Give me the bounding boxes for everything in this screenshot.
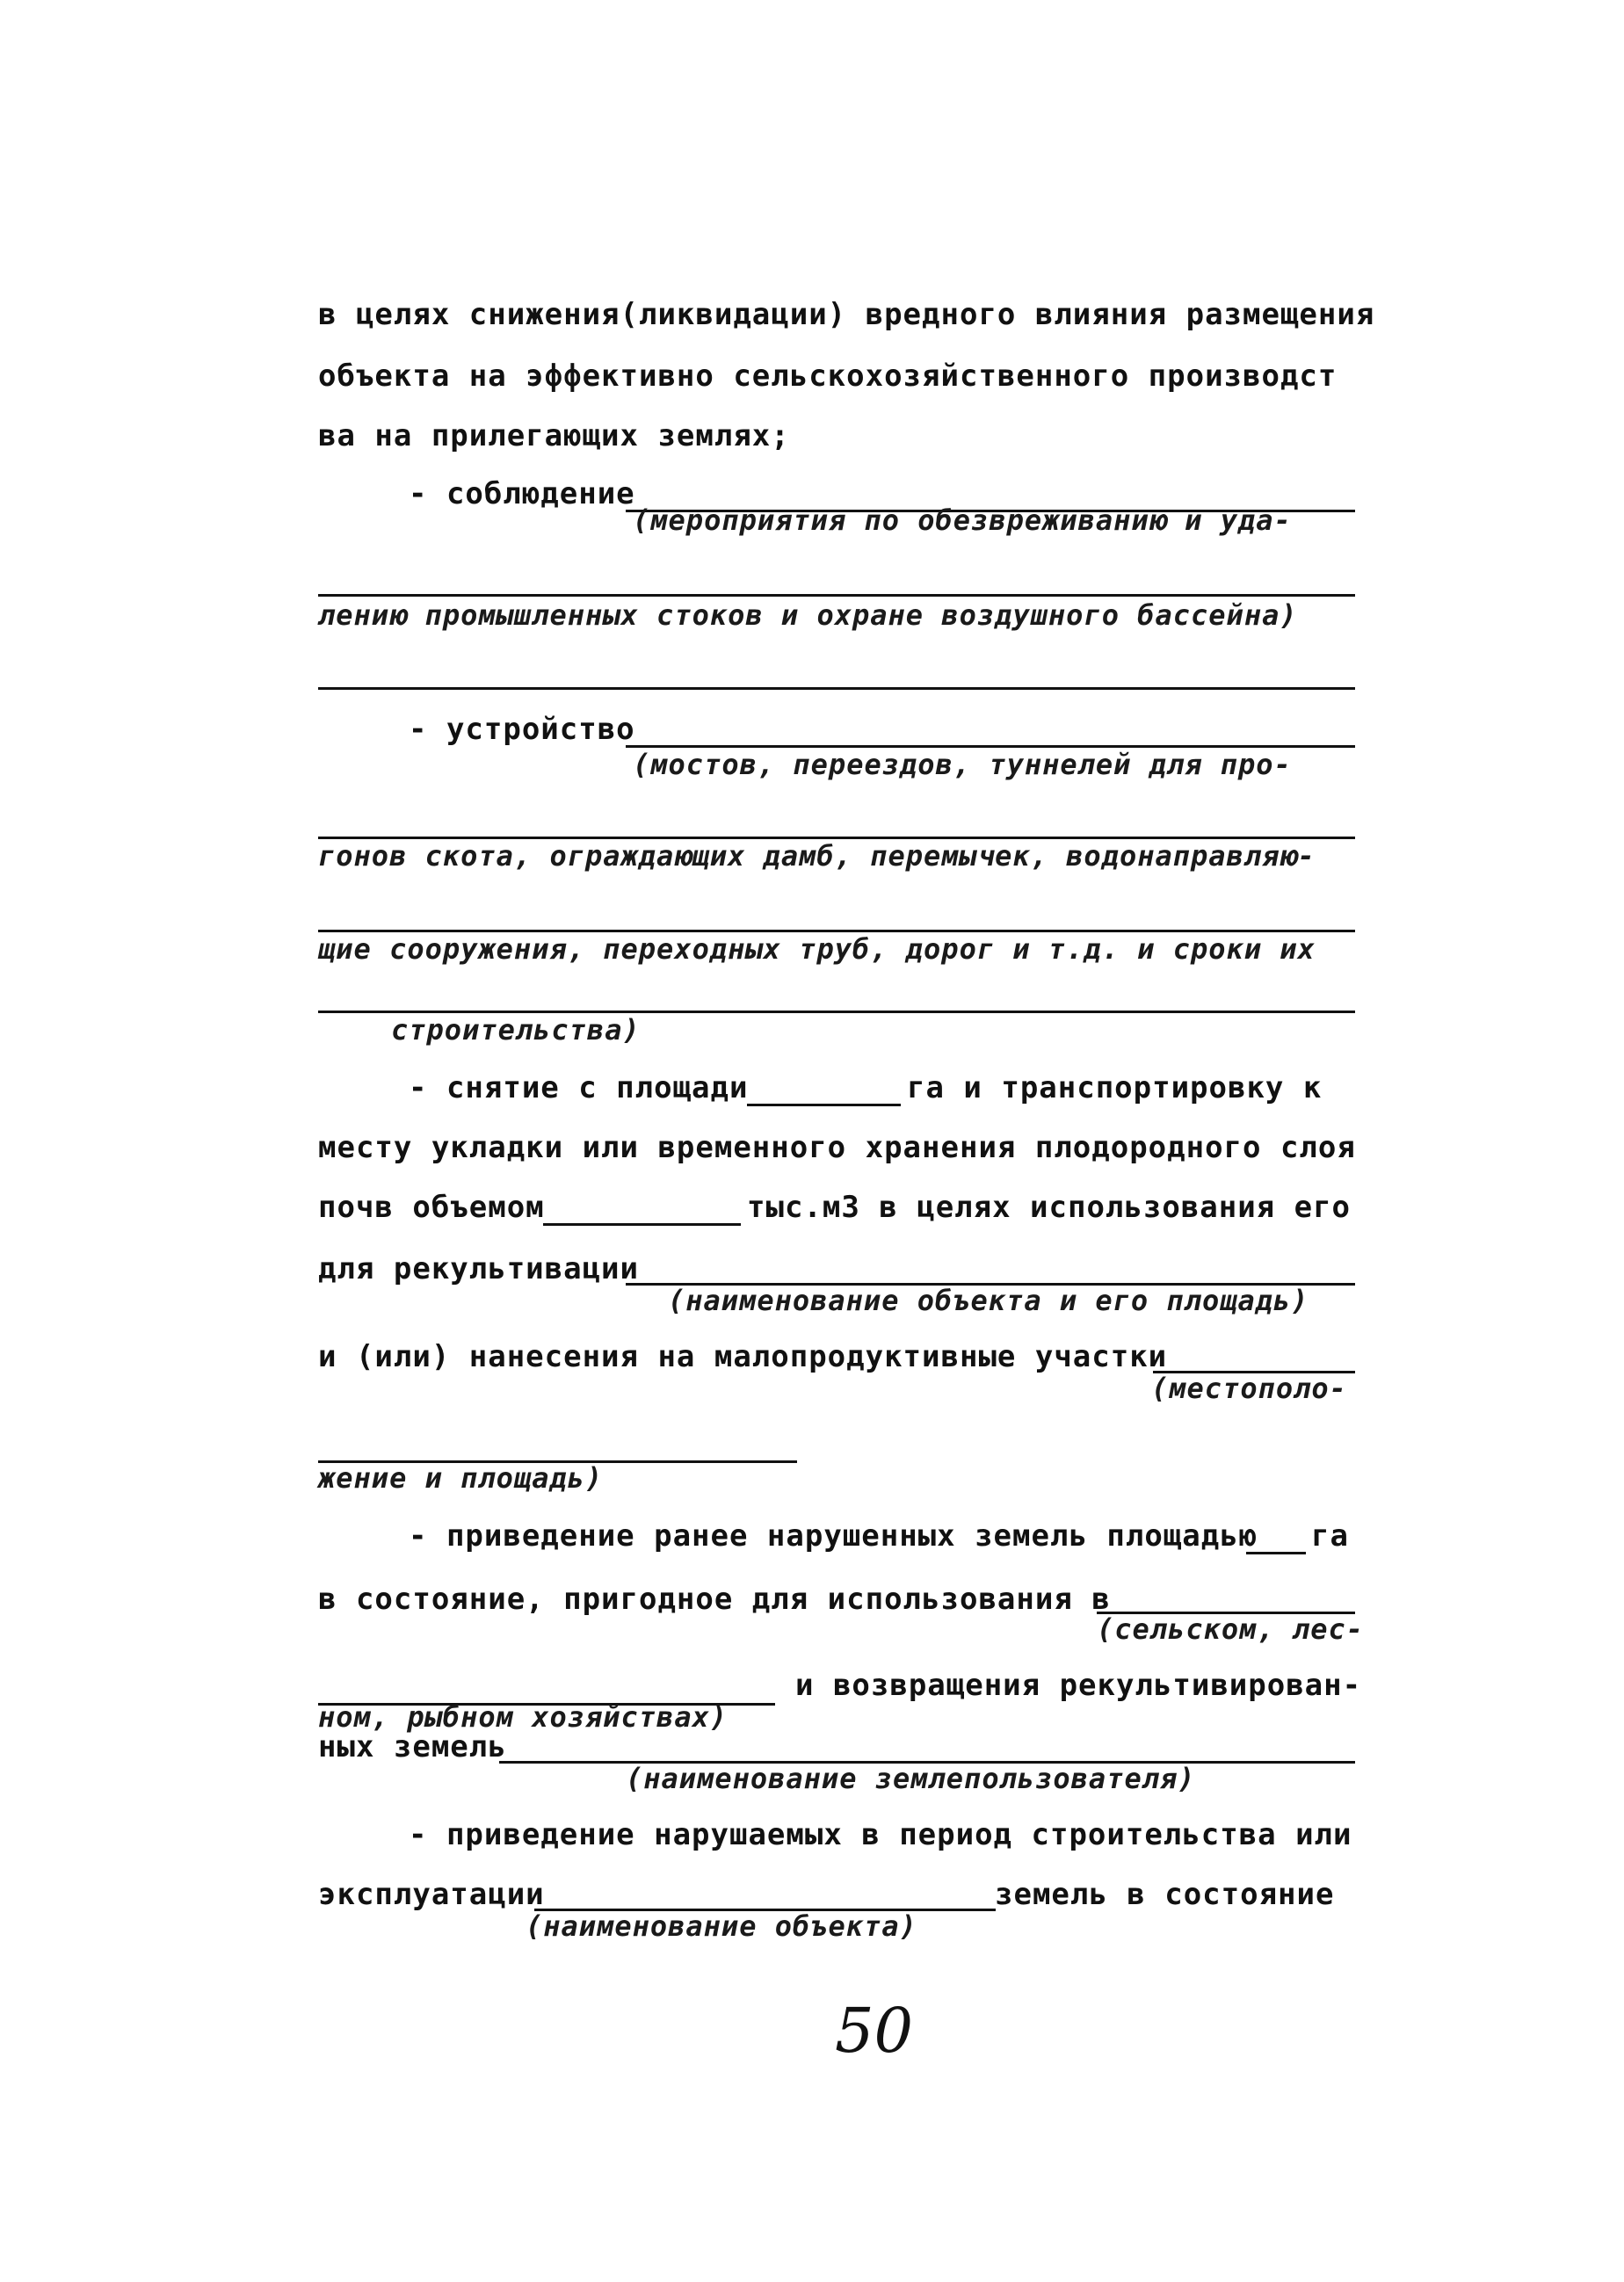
text-line: в целях снижения(ликвидации) вредного влияния размещения [318, 297, 1375, 332]
fill-blank [543, 1223, 741, 1226]
field-caption: строительства) [391, 1013, 641, 1047]
fill-blank [747, 1104, 901, 1106]
text-line: и возвращения рекультивирован- [795, 1668, 1362, 1703]
field-caption: (местополо- [1151, 1372, 1347, 1405]
text-line: - приведение нарушаемых в период строительства или [409, 1817, 1352, 1852]
field-caption: (наименование объекта и его площадь) [668, 1284, 1309, 1317]
text-line: га [1311, 1518, 1349, 1554]
fill-blank [1246, 1552, 1306, 1554]
text-line: - снятие с площади [409, 1070, 749, 1105]
text-line: месту укладки или временного хранения плодородного слоя [318, 1130, 1356, 1165]
text-line: - приведение ранее нарушенных земель площадью [409, 1518, 1258, 1554]
text-line: земель в состояние [995, 1877, 1335, 1912]
field-caption: (наименование объекта) [526, 1909, 917, 1943]
text-line: эксплуатации [318, 1877, 545, 1912]
page-number: 50 [835, 1995, 914, 2067]
field-caption: щие сооружения, переходных труб, дорог и т.д. и сроки их [318, 932, 1316, 966]
field-caption: ном, рыбном хозяйствах) [318, 1700, 729, 1734]
text-line: ва на прилегающих землях; [318, 418, 790, 453]
field-caption: жение и площадь) [318, 1461, 604, 1495]
field-caption: (сельском, лес- [1097, 1612, 1364, 1646]
field-caption: (мероприятия по обезвреживанию и уда- [633, 503, 1292, 537]
field-caption: лению промышленных стоков и охране воздушного бассейна) [318, 598, 1298, 632]
field-caption: (мостов, переездов, туннелей для про- [633, 748, 1292, 781]
text-line: тыс.м3 в целях использования его [747, 1190, 1352, 1225]
text-line: почв объемом [318, 1190, 545, 1225]
item-label: - соблюдение [409, 476, 635, 511]
field-caption: гонов скота, ограждающих дамб, перемычек, водонаправляю- [318, 839, 1316, 873]
text-line: объекта на эффективно сельскохозяйственного производст [318, 359, 1338, 394]
text-line: га и транспортировку к [907, 1070, 1323, 1105]
text-line: ных земель [318, 1729, 507, 1764]
text-line: и (или) нанесения на малопродуктивные участки [318, 1339, 1168, 1374]
field-caption: (наименование землепользователя) [626, 1762, 1196, 1795]
text-line: для рекультивации [318, 1251, 639, 1286]
item-label: - устройство [409, 712, 635, 747]
text-line: в состояние, пригодное для использования в [318, 1582, 1111, 1617]
fill-line [318, 687, 1355, 690]
fill-line [318, 594, 1355, 597]
